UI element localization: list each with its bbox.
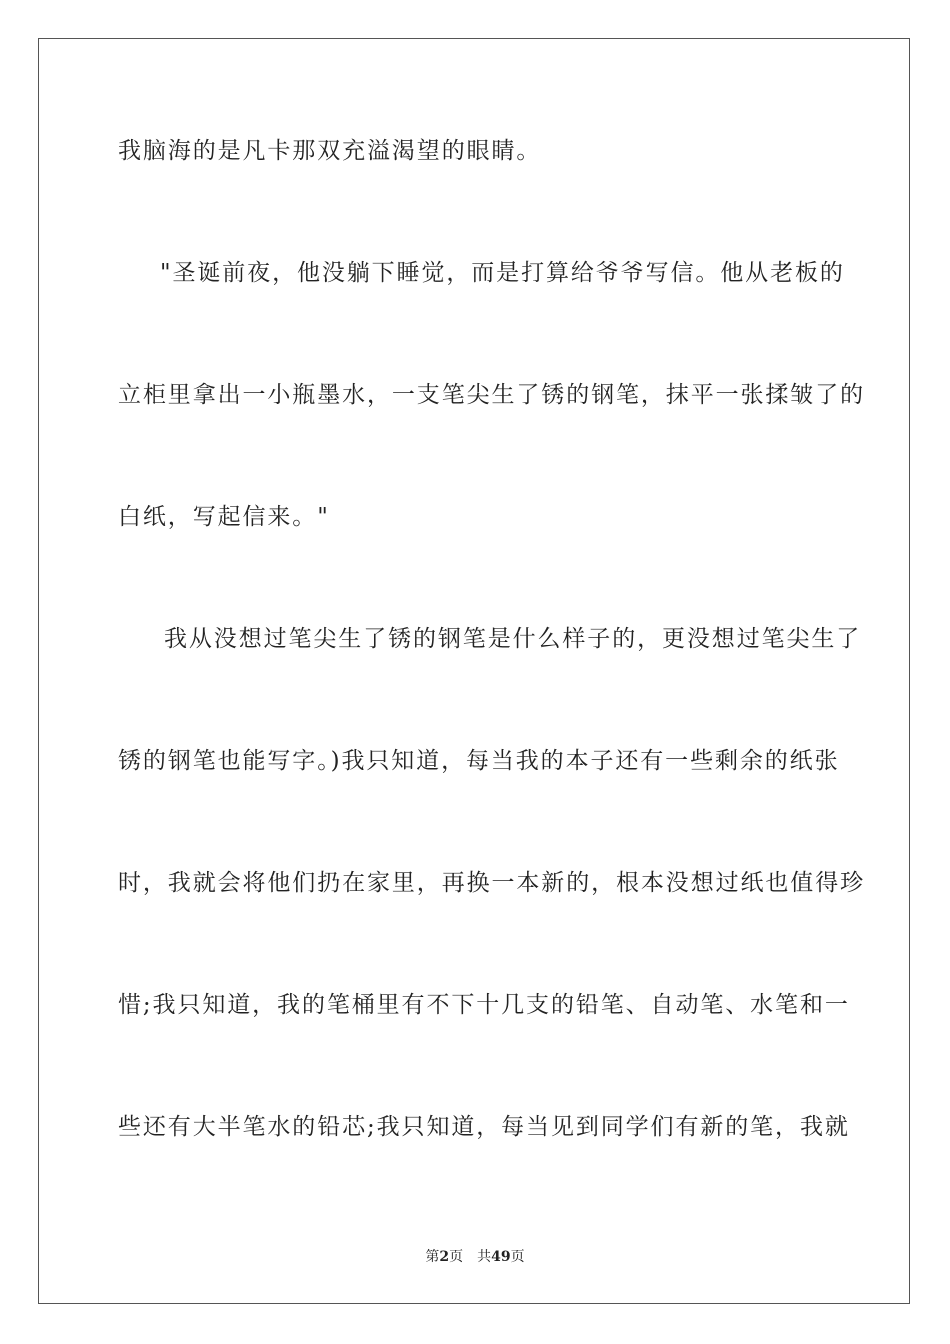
page-number: 2 <box>439 1249 450 1265</box>
page-suffix: 页 <box>449 1249 464 1265</box>
total-prefix: 共 <box>477 1249 492 1265</box>
body-line-2: "圣诞前夜，他没躺下睡觉，而是打算给爷爷写信。他从老板的 <box>160 260 845 286</box>
total-pages: 49 <box>491 1249 511 1265</box>
page-footer <box>0 1246 950 1266</box>
body-line-1: 我脑海的是凡卡那双充溢渴望的眼睛。 <box>118 138 542 164</box>
total-suffix: 页 <box>510 1249 525 1265</box>
page-prefix: 第 <box>425 1249 440 1265</box>
body-line-8: 惜;我只知道，我的笔桶里有不下十几支的铅笔、自动笔、水笔和一 <box>118 992 850 1018</box>
body-line-6: 锈的钢笔也能写字。)我只知道，每当我的本子还有一些剩余的纸张 <box>118 748 840 774</box>
body-line-3: 立柜里拿出一小瓶墨水，一支笔尖生了锈的钢笔，抹平一张揉皱了的 <box>118 382 865 408</box>
body-line-5: 我从没想过笔尖生了锈的钢笔是什么样子的，更没想过笔尖生了 <box>164 626 862 652</box>
body-line-4: 白纸，写起信来。" <box>118 504 330 530</box>
body-line-9: 些还有大半笔水的铅芯;我只知道，每当见到同学们有新的笔，我就 <box>118 1114 850 1140</box>
body-line-7: 时，我就会将他们扔在家里，再换一本新的，根本没想过纸也值得珍 <box>118 870 865 896</box>
